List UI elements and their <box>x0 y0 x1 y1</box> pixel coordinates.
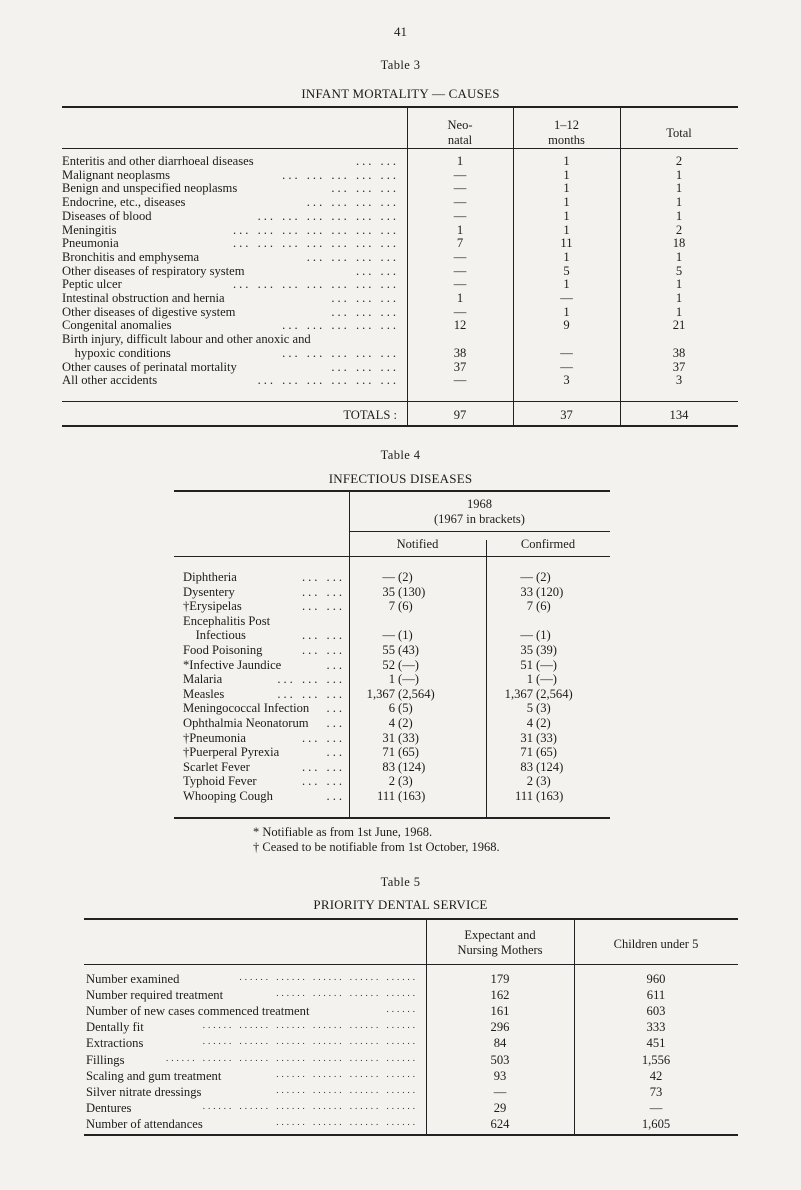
table4-row-notified: 2 <box>388 774 395 789</box>
table4-row-notified: — <box>382 570 395 584</box>
table3-row-total: 5 <box>675 263 683 278</box>
table3-row-neonatal: — <box>453 373 467 388</box>
leader-dots: ... ... <box>301 570 345 584</box>
neonatal-label: Neo- natal <box>447 118 473 147</box>
table4-row-notified-1967: (2,564) <box>398 686 435 701</box>
table4-note-notifiable: * Notifiable as from 1st June, 1968. <box>253 825 433 839</box>
leader-dots: ... ... ... ... ... ... <box>257 373 399 388</box>
table4-row-confirmed-1967: (65) <box>536 745 557 760</box>
leader-dots: ... ... <box>301 599 345 614</box>
table4-row-confirmed: 4 <box>526 716 533 730</box>
table3-row-months: — <box>560 291 573 305</box>
table4-row-confirmed-1967: (33) <box>536 730 557 745</box>
table5-row-mothers: 161 <box>490 1004 510 1019</box>
table4-row-notified: 1 <box>388 672 395 687</box>
table4-row-notified: 7 <box>388 599 395 614</box>
table3-caption: Table 3 <box>380 58 421 72</box>
table5-row-label: Number required treatment <box>86 988 224 1003</box>
table4-row-confirmed: 71 <box>520 745 533 760</box>
table3-row-months: 1 <box>563 304 570 319</box>
table4-header-confirmed: Confirmed <box>520 537 576 551</box>
leader-dots: ...... ...... ...... ...... ...... ...... ...... <box>166 1052 418 1063</box>
table3-row-label: Diseases of blood <box>62 208 152 223</box>
table4-row-notified-1967: (65) <box>398 745 419 760</box>
table5-row-children: 333 <box>646 1020 666 1035</box>
leader-dots: ... ... ... ... ... ... ... <box>232 236 399 251</box>
table4-row-notified-1967: (163) <box>398 789 426 803</box>
table3-row-months: 1 <box>563 154 570 168</box>
table3-row-neonatal: 7 <box>456 236 464 251</box>
table3-row-label: Endocrine, etc., diseases <box>62 195 186 210</box>
table4-row-confirmed: — <box>520 570 533 584</box>
table4-row-notified-1967: (130) <box>398 584 426 599</box>
table3-row-neonatal: 1 <box>456 222 464 237</box>
table3-header-months <box>513 118 620 148</box>
table4-row-confirmed: 51 <box>520 657 533 672</box>
table3-row-neonatal: — <box>453 249 467 264</box>
table3-row-label: Birth injury, difficult labour and other anoxic and <box>62 332 311 347</box>
table4-row-label: *Infective Jaundice <box>183 657 282 672</box>
table5-row-mothers: 93 <box>493 1068 507 1083</box>
table5-row-label: Number of new cases commenced treatment <box>86 1004 310 1019</box>
leader-dots: ...... ...... ...... ...... ...... ...... <box>202 1036 418 1047</box>
leader-dots: ... ... ... ... ... <box>282 167 399 182</box>
table4-row-confirmed: — <box>520 628 533 643</box>
leader-dots: ... ... <box>301 584 345 599</box>
table3-row-total: 1 <box>675 181 683 196</box>
leader-dots: ... ... ... <box>277 686 345 701</box>
table4-row-confirmed-1967: (3) <box>536 774 551 789</box>
table4-row-label: †Puerperal Pyrexia <box>183 745 280 760</box>
table5-row-mothers: 179 <box>490 972 510 986</box>
table3-row-label: Peptic ulcer <box>62 277 122 292</box>
table4-row-confirmed: 83 <box>520 759 533 774</box>
table4-row-confirmed-1967: (2) <box>536 570 551 584</box>
table4-row-label: Malaria <box>183 672 223 687</box>
table4-row-confirmed: 33 <box>520 584 533 599</box>
leader-dots: ... ... ... ... ... <box>282 345 399 360</box>
table4-row-label: Whooping Cough <box>183 789 273 803</box>
table5-row-children: 73 <box>649 1084 663 1099</box>
table5-row-mothers: 296 <box>490 1020 510 1035</box>
table4-caption: Table 4 <box>380 448 421 462</box>
table3-header-total <box>620 126 738 141</box>
table4-row-notified: 83 <box>382 759 395 774</box>
table4-row-confirmed: 111 <box>515 789 533 803</box>
table3-row-total: 37 <box>672 359 686 374</box>
leader-dots: ...... ...... ...... ...... <box>276 1116 418 1127</box>
table5-row-children: 960 <box>646 972 666 986</box>
table4-row-notified-1967: (2) <box>398 716 413 730</box>
table4-row-notified: 52 <box>382 657 395 672</box>
table3-row-label: hypoxic conditions <box>62 345 171 360</box>
table3-row-neonatal: — <box>453 181 467 196</box>
table3-row-neonatal: 1 <box>456 291 464 305</box>
table3-row-neonatal: 12 <box>453 318 467 333</box>
table5-header-children: Children under 5 <box>613 937 699 951</box>
table3-row-total: 1 <box>675 291 683 305</box>
leader-dots: ... <box>326 789 345 803</box>
table3-row-neonatal: — <box>453 263 467 278</box>
table5-title: PRIORITY DENTAL SERVICE <box>313 897 488 912</box>
leader-dots: ... ... <box>301 730 345 745</box>
leader-dots: ...... <box>386 1004 418 1015</box>
table4-row-notified-1967: (3) <box>398 774 413 789</box>
table3-row-months: 5 <box>563 263 570 278</box>
table4-row-confirmed-1967: (6) <box>536 599 551 614</box>
table3-row-total: 1 <box>675 304 683 319</box>
table4-row-confirmed: 31 <box>520 730 533 745</box>
leader-dots: ... ... ... <box>277 672 345 687</box>
table3-row-label: All other accidents <box>62 373 158 388</box>
table4-row-notified: 4 <box>388 716 395 730</box>
leader-dots: ... <box>326 701 345 716</box>
leader-dots: ...... ...... ...... ...... <box>276 988 418 999</box>
table5-row-label: Number of attendances <box>86 1116 203 1131</box>
leader-dots: ...... ...... ...... ...... <box>276 1084 418 1095</box>
table3-row-total: 1 <box>675 167 683 182</box>
table3-row-label: Intestinal obstruction and hernia <box>62 291 225 305</box>
table5-row-children: 1,556 <box>641 1052 671 1067</box>
table3-row-neonatal: — <box>453 304 467 319</box>
table4-row-notified: 111 <box>377 789 395 803</box>
table3-row-months: 1 <box>563 195 570 210</box>
table4-row-label: Measles <box>183 686 225 701</box>
table4-row-notified-1967: (—) <box>398 657 419 672</box>
table3-row-label: Pneumonia <box>62 236 119 251</box>
table4-row-confirmed: 2 <box>526 774 533 789</box>
table5-row-label: Dentures <box>86 1100 132 1115</box>
table3-row-months: 1 <box>563 222 570 237</box>
table4-row-notified: 35 <box>382 584 395 599</box>
table4-row-notified: 31 <box>382 730 395 745</box>
table4-row-notified: 1,367 <box>366 686 395 701</box>
table3-totals-total: 134 <box>669 408 689 422</box>
table4-row-label: Meningococcal Infection <box>183 701 310 716</box>
table4-row-confirmed: 5 <box>526 701 533 716</box>
table3-row-months: 3 <box>563 373 570 388</box>
table4-row-confirmed: 1,367 <box>504 686 533 701</box>
table5-row-mothers: 503 <box>490 1052 510 1067</box>
table4-row-notified: 6 <box>388 701 395 716</box>
table4-row-notified: — <box>382 628 395 643</box>
table5-row-children: 42 <box>649 1068 663 1083</box>
table4-header-notified: Notified <box>396 537 439 551</box>
leader-dots: ... ... ... ... ... ... <box>257 208 399 223</box>
table4-row-notified-1967: (5) <box>398 701 413 716</box>
table4-row-label: Ophthalmia Neonatorum <box>183 716 309 730</box>
table3-totals-label: TOTALS : <box>343 408 397 422</box>
table3-row-label: Enteritis and other diarrhoeal diseases <box>62 154 254 168</box>
table3-row-label: Other diseases of respiratory system <box>62 263 245 278</box>
table5-row-mothers: 624 <box>490 1116 510 1131</box>
table3-row-label: Meningitis <box>62 222 117 237</box>
leader-dots: ... ... <box>355 154 399 168</box>
table5-row-children: 1,605 <box>641 1116 671 1131</box>
table4-row-confirmed-1967: (120) <box>536 584 564 599</box>
leader-dots: ... ... <box>301 759 345 774</box>
table3-row-label: Malignant neoplasms <box>62 167 171 182</box>
table3-row-total: 38 <box>672 345 686 360</box>
leader-dots: ... ... ... <box>331 181 399 196</box>
table3-row-neonatal: 37 <box>453 359 467 374</box>
table3-row-total: 21 <box>672 318 686 333</box>
table5-row-label: Silver nitrate dressings <box>86 1084 202 1099</box>
table4-year-subheader: (1967 in brackets) <box>434 512 525 526</box>
table3-row-total: 1 <box>675 195 683 210</box>
table3-row-neonatal: 1 <box>456 154 464 168</box>
leader-dots: ...... ...... ...... ...... ...... ...... <box>202 1100 418 1111</box>
table3-row-label: Other causes of perinatal mortality <box>62 359 237 374</box>
mothers-label: Expectant and Nursing Mothers <box>457 928 543 957</box>
table3-row-total: 18 <box>672 236 686 251</box>
table4-row-notified: 71 <box>382 745 395 760</box>
table4-row-label: Dysentery <box>183 584 235 599</box>
table4-row-confirmed-1967: (3) <box>536 701 551 716</box>
table4-row-confirmed: 7 <box>526 599 533 614</box>
table4-row-label: †Pneumonia <box>183 730 246 745</box>
table3-row-neonatal: 38 <box>453 345 467 360</box>
table4-row-label: Encephalitis Post <box>183 613 271 628</box>
table3-row-months: 11 <box>560 236 573 251</box>
leader-dots: ... ... ... ... <box>306 195 399 210</box>
table3-row-months: 1 <box>563 208 570 223</box>
table3-totals-months: 37 <box>560 408 573 422</box>
table5-row-children: 603 <box>646 1004 666 1019</box>
leader-dots: ... ... ... ... <box>306 249 399 264</box>
total-label: Total <box>666 126 692 140</box>
table3-row-months: 1 <box>563 249 570 264</box>
table4-row-label: Scarlet Fever <box>183 759 250 774</box>
table3-row-total: 1 <box>675 277 683 292</box>
table4-row-confirmed-1967: (2,564) <box>536 686 573 701</box>
table3-row-total: 2 <box>675 222 683 237</box>
table4-row-label: †Erysipelas <box>183 599 242 614</box>
table3-title: INFANT MORTALITY — CAUSES <box>301 86 500 101</box>
table4-row-confirmed: 1 <box>526 672 533 687</box>
table5-row-mothers: 84 <box>493 1036 507 1051</box>
leader-dots: ... <box>326 716 345 730</box>
table3-row-total: 1 <box>675 208 683 223</box>
table4-row-confirmed-1967: (2) <box>536 716 551 730</box>
table4-row-label: Food Poisoning <box>183 643 263 657</box>
leader-dots: ...... ...... ...... ...... ...... ...... <box>202 1020 418 1031</box>
table4-row-notified-1967: (1) <box>398 628 413 643</box>
table5-row-mothers: — <box>493 1084 507 1099</box>
table5-row-label: Fillings <box>86 1052 125 1067</box>
table4-row-confirmed-1967: (163) <box>536 789 564 803</box>
table3-row-months: 1 <box>563 181 570 196</box>
months-label: 1–12 months <box>548 118 585 147</box>
table4-year-header: 1968 <box>467 497 492 511</box>
table4-row-confirmed: 35 <box>520 643 533 657</box>
table3-row-label: Bronchitis and emphysema <box>62 249 200 264</box>
table3-row-label: Benign and unspecified neoplasms <box>62 181 238 196</box>
table4-title: INFECTIOUS DISEASES <box>328 471 473 486</box>
table4-row-label: Typhoid Fever <box>183 774 257 789</box>
leader-dots: ... ... ... ... ... ... ... <box>232 277 399 292</box>
table4-row-confirmed-1967: (—) <box>536 672 557 687</box>
leader-dots: ... ... ... <box>331 291 399 305</box>
leader-dots: ... <box>326 657 345 672</box>
table4-row-confirmed-1967: (—) <box>536 657 557 672</box>
table4-row-notified: 55 <box>382 643 395 657</box>
table5-row-label: Dentally fit <box>86 1020 144 1035</box>
leader-dots: ...... ...... ...... ...... <box>276 1068 418 1079</box>
table4-note-ceased: † Ceased to be notifiable from 1st October, 1968. <box>253 840 500 854</box>
table3-row-total: 3 <box>675 373 683 388</box>
leader-dots: ... <box>326 745 345 760</box>
table3-totals-neonatal: 97 <box>453 408 467 422</box>
table3-row-months: 1 <box>563 277 570 292</box>
table4-row-notified-1967: (124) <box>398 759 426 774</box>
table3-row-months: 9 <box>563 318 570 333</box>
table4-row-label: Infectious <box>183 628 246 643</box>
table5-row-mothers: 29 <box>493 1100 507 1115</box>
table4-row-notified-1967: (2) <box>398 570 413 584</box>
table3-header-neonatal <box>407 118 513 148</box>
table4-row-notified-1967: (43) <box>398 643 419 657</box>
page-number: 41 <box>394 24 407 39</box>
table5-caption: Table 5 <box>380 875 421 889</box>
table4-row-notified-1967: (6) <box>398 599 413 614</box>
leader-dots: ... ... ... ... ... ... ... <box>232 222 399 237</box>
table3-row-neonatal: — <box>453 167 467 182</box>
leader-dots: ...... ...... ...... ...... ...... <box>239 972 418 982</box>
leader-dots: ... ... <box>301 643 345 657</box>
leader-dots: ... ... ... <box>331 359 399 374</box>
table5-row-label: Number examined <box>86 972 180 986</box>
table5-header-mothers <box>426 928 574 958</box>
table5-row-children: — <box>649 1100 663 1115</box>
table4-row-notified-1967: (—) <box>398 672 419 687</box>
table3-row-months: 1 <box>563 167 570 182</box>
table3-row-total: 2 <box>675 154 683 168</box>
table3-row-neonatal: — <box>453 277 467 292</box>
table3-row-neonatal: — <box>453 208 467 223</box>
table4-row-confirmed-1967: (1) <box>536 628 551 643</box>
table3-row-neonatal: — <box>453 195 467 210</box>
leader-dots: ... ... <box>301 774 345 789</box>
table3-row-label: Congenital anomalies <box>62 318 172 333</box>
table5-row-mothers: 162 <box>490 988 510 1003</box>
leader-dots: ... ... ... ... ... <box>282 318 399 333</box>
table4-row-confirmed-1967: (124) <box>536 759 564 774</box>
table4-row-notified-1967: (33) <box>398 730 419 745</box>
table4-row-confirmed-1967: (39) <box>536 643 557 657</box>
table3-row-total: 1 <box>675 249 683 264</box>
leader-dots: ... ... ... <box>331 304 399 319</box>
leader-dots: ... ... <box>355 263 399 278</box>
table4-row-label: Diphtheria <box>183 570 237 584</box>
table5-row-children: 451 <box>646 1036 666 1051</box>
table3-row-months: — <box>560 345 573 360</box>
table3-row-months: — <box>560 359 573 374</box>
table5-row-label: Scaling and gum treatment <box>86 1068 222 1083</box>
table5-row-children: 611 <box>646 988 666 1003</box>
table3-row-label: Other diseases of digestive system <box>62 304 236 319</box>
table5-row-label: Extractions <box>86 1036 144 1051</box>
leader-dots: ... ... <box>301 628 345 643</box>
